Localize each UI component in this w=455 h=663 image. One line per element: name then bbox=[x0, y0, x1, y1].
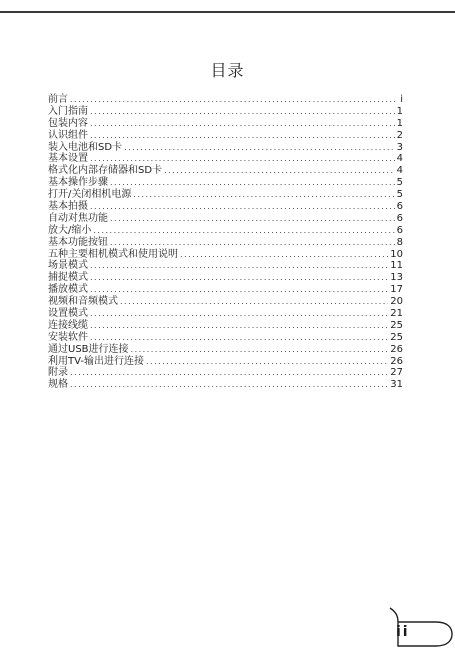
toc-entry-page: 4 bbox=[396, 153, 403, 165]
toc-entry[interactable] bbox=[48, 249, 403, 261]
toc-entry[interactable] bbox=[48, 142, 403, 154]
toc-entry-page: 5 bbox=[396, 177, 403, 189]
toc-entry-page: 1 bbox=[396, 105, 403, 117]
toc-entry-page: i bbox=[400, 94, 403, 105]
toc-entry[interactable] bbox=[48, 332, 403, 344]
dot-leader bbox=[90, 272, 388, 284]
dot-leader bbox=[90, 153, 395, 165]
toc-entry-label: 打开/关闭相机电源 bbox=[48, 189, 132, 201]
toc-entry[interactable] bbox=[48, 177, 403, 189]
top-rule bbox=[0, 11, 455, 13]
page-number: ii bbox=[396, 624, 410, 640]
dot-leader bbox=[90, 308, 388, 320]
dot-leader bbox=[110, 237, 395, 249]
toc-entry-label: 入门指南 bbox=[48, 105, 88, 117]
toc-entry[interactable] bbox=[48, 94, 403, 106]
dot-leader bbox=[131, 344, 389, 356]
toc-entry-label: 五种主要相机模式和使用说明 bbox=[48, 248, 178, 260]
toc-entry[interactable] bbox=[48, 213, 403, 225]
toc-entry[interactable] bbox=[48, 284, 403, 296]
toc-entry[interactable] bbox=[48, 367, 403, 379]
toc-entry-page: 26 bbox=[390, 355, 403, 367]
toc-entry-label: 基本功能按钮 bbox=[48, 236, 108, 248]
toc-entry[interactable] bbox=[48, 130, 403, 142]
dot-leader bbox=[70, 379, 388, 391]
toc-entry-label: 场景模式 bbox=[48, 260, 88, 272]
toc-entry-page: 20 bbox=[390, 296, 403, 308]
dot-leader bbox=[90, 332, 388, 344]
toc-entry-page: 13 bbox=[390, 272, 403, 284]
toc-entry-label: 格式化内部存储器和SD卡 bbox=[48, 165, 163, 177]
dot-leader bbox=[90, 106, 395, 118]
toc-entry[interactable] bbox=[48, 320, 403, 332]
toc-entry-page: 4 bbox=[396, 165, 403, 177]
toc-entry-label: 捕捉模式 bbox=[48, 272, 88, 284]
toc-entry[interactable] bbox=[48, 260, 403, 272]
dot-leader bbox=[90, 201, 395, 213]
toc-entry[interactable] bbox=[48, 356, 403, 368]
toc-entry-page: 8 bbox=[396, 236, 403, 248]
toc-entry-label: 基本拍摄 bbox=[48, 201, 88, 213]
toc-entry-page: 5 bbox=[396, 189, 403, 201]
toc-entry[interactable] bbox=[48, 296, 403, 308]
toc-entry-label: 自动对焦功能 bbox=[48, 212, 108, 224]
toc-entry-label: 装入电池和SD卡 bbox=[48, 141, 123, 153]
toc-entry-label: 基本设置 bbox=[48, 153, 88, 165]
dot-leader bbox=[90, 284, 388, 296]
toc-entry[interactable] bbox=[48, 225, 403, 237]
dot-leader bbox=[70, 367, 388, 379]
table-of-contents bbox=[48, 94, 403, 391]
toc-entry-page: 31 bbox=[390, 379, 403, 391]
toc-entry-label: 基本操作步骤 bbox=[48, 177, 108, 189]
toc-entry-page: 25 bbox=[390, 319, 403, 331]
toc-entry-label: 设置模式 bbox=[48, 308, 88, 320]
toc-entry-page: 1 bbox=[396, 117, 403, 129]
toc-entry[interactable] bbox=[48, 237, 403, 249]
page-title: 目录 bbox=[210, 61, 245, 80]
toc-entry[interactable] bbox=[48, 106, 403, 118]
toc-entry-label: 附录 bbox=[48, 367, 68, 379]
dot-leader bbox=[110, 177, 395, 189]
toc-entry-label: 认识组件 bbox=[48, 129, 88, 141]
toc-entry[interactable] bbox=[48, 201, 403, 213]
toc-entry-page: 21 bbox=[390, 308, 403, 320]
toc-entry-page: 17 bbox=[390, 284, 403, 296]
toc-entry-label: 前言 bbox=[48, 94, 68, 105]
dot-leader bbox=[70, 94, 395, 106]
toc-entry[interactable] bbox=[48, 165, 403, 177]
toc-entry-page: 6 bbox=[396, 201, 403, 213]
toc-entry[interactable] bbox=[48, 344, 403, 356]
toc-entry-label: 视频和音频模式 bbox=[48, 296, 118, 308]
toc-entry-label: 放大/缩小 bbox=[48, 224, 92, 236]
dot-leader bbox=[90, 130, 395, 142]
toc-entry-label: 规格 bbox=[48, 379, 68, 391]
toc-entry-page: 26 bbox=[390, 343, 403, 355]
dot-leader bbox=[133, 189, 394, 201]
dot-leader bbox=[180, 249, 388, 261]
dot-leader bbox=[120, 296, 388, 308]
dot-leader bbox=[90, 118, 395, 130]
toc-entry[interactable] bbox=[48, 379, 403, 391]
toc-entry[interactable] bbox=[48, 189, 403, 201]
dot-leader bbox=[110, 213, 395, 225]
toc-entry-label: 安装软件 bbox=[48, 331, 88, 343]
toc-entry[interactable] bbox=[48, 153, 403, 165]
toc-entry-page: 3 bbox=[396, 141, 403, 153]
toc-entry-label: 利用TV-输出进行连接 bbox=[48, 355, 144, 367]
toc-entry[interactable] bbox=[48, 272, 403, 284]
toc-entry-page: 27 bbox=[390, 367, 403, 379]
dot-leader bbox=[124, 142, 395, 154]
toc-entry-page: 25 bbox=[390, 331, 403, 343]
toc-entry-label: 通过USB进行连接 bbox=[48, 343, 129, 355]
dot-leader bbox=[93, 225, 394, 237]
toc-entry-page: 6 bbox=[396, 212, 403, 224]
toc-entry-page: 6 bbox=[396, 224, 403, 236]
dot-leader bbox=[90, 320, 388, 332]
toc-entry-page: 11 bbox=[390, 260, 403, 272]
dot-leader bbox=[90, 260, 388, 272]
toc-entry-label: 包装内容 bbox=[48, 117, 88, 129]
toc-entry-label: 播放模式 bbox=[48, 284, 88, 296]
toc-entry[interactable] bbox=[48, 118, 403, 130]
toc-entry-page: 10 bbox=[390, 248, 403, 260]
dot-leader bbox=[164, 165, 395, 177]
toc-entry[interactable] bbox=[48, 308, 403, 320]
dot-leader bbox=[146, 356, 388, 368]
toc-entry-page: 2 bbox=[396, 129, 403, 141]
toc-entry-label: 连接线缆 bbox=[48, 319, 88, 331]
